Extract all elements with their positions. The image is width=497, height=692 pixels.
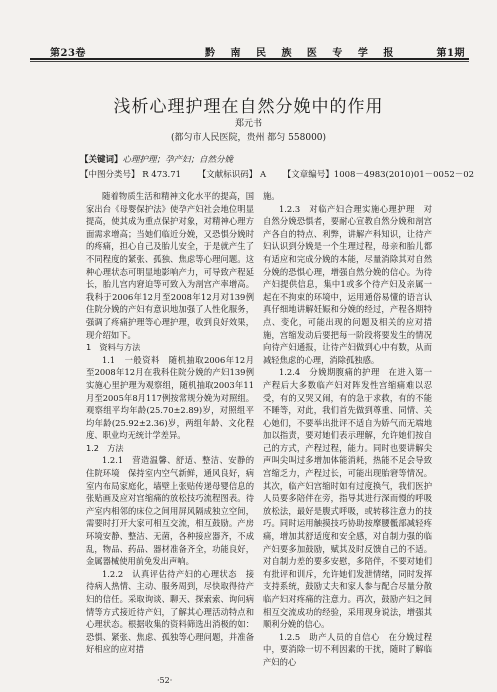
body-paragraph: 施。 (263, 191, 280, 201)
intro-paragraph: 随着物质生活和精神文化水平的提高，国家出台《母婴保护法》使孕产妇社会地位明显提高，使其成为重点保护对象，对精神心理方面需求增高；当她们临近分娩，又恐惧分娩时的疼痛，担心自己及胎儿安全，于是就产生了不同程度的紧张、孤独、焦虑等心理问题。这种心理状态可明显地影响产力，可导致产程延长，胎儿宫内窘迫等可致入为剖宫产率增高。我科于2006年12月至2008年12月对139例住院分娩的产妇有意识地加强了人性化服务，强调了疼痛护理等心理护理，收到良好效果，现介绍如下。 (86, 191, 254, 340)
article-title: 浅析心理护理在自然分娩中的作用 (113, 97, 384, 117)
right-column (263, 190, 432, 669)
journal-name: 黔 南 民 族 医 专 学 报 (205, 48, 400, 59)
keywords-label: 【关键词】 (80, 155, 123, 165)
article-number: 【文章编号】1008－4983(2010)01－0052－02 (282, 170, 475, 180)
header-rule-thin (30, 61, 469, 62)
body-paragraph: 1.1 一般资料 随机抽取2006年12月至2008年12月在我科住院分娩的产妇139例实施心里护理为观察组，随机抽取2003年11月至2005年8月117例按常规分娩为对照组。观察组平均年龄(25.70±2.89)岁，对照组平均年龄(25.92±2.36)岁，两组年龄、文化程度、职业均无统计学差异。 (86, 354, 254, 441)
volume-label: 第23卷 (50, 48, 86, 59)
issue-label: 第1期 (436, 48, 465, 59)
body-paragraph: 1.2.1 营造温馨、舒适、整洁、安静的住院环境 保持室内空气新鲜，通风良好，病室内布局家庭化，墙壁上张贴传递母婴信息的张贴画及应对宫缩痛的放松技巧流程图表。待产室内相邻的床位之间用屏风隔成独立空间，需要时打开大家可相互交流，相互鼓励。产房环境安静、整洁、无菌，各种接应器齐，不成乱，物品、药品、器材准备齐全，功能良好，金属器械使用前免发出声响。 (86, 455, 254, 567)
body-paragraph: 1.2.2 认真评估待产妇的心理状态 接待病人热情、主动、服务周到，尽快取得待产妇的信任。采取询谈、聊天、探索索、询问病情等方式接近待产妇，了解其心理活动特点和心理状态。根据收集的资料筛选出消极的如：恐惧、紧张、焦虑、孤独等心理问题，并准备好相应的应对措 (86, 568, 254, 655)
page-number: ·52· (157, 676, 173, 685)
left-column (86, 190, 254, 656)
author-affiliation: (都匀市人民医院，贵州 都匀 558000) (170, 133, 327, 143)
running-header (30, 42, 469, 58)
section-heading: 1 资料与方法 (86, 342, 141, 353)
header-rule-thick (30, 58, 469, 60)
body-paragraph: 1.2.3 对临产妇合理实施心理护理 对自然分娩恐惧者，要耐心宣教自然分娩和剖宫产各自的特点、利弊，讲解产科知识，让待产妇认识到分娩是一个生理过程，母亲和胎儿都有适应和完成分娩的本能，尽量消除其对自然分娩的恐惧心理，增强自然分娩的信心。为待产妇提供信息，集中1或多个待产妇及亲属一起在不拘束的环境中，运用通俗易懂的语言认真仔细地讲解妊娠和分娩的经过，产程各期特点、变化，可能出现的问题及相关的应对措施，宫缩发动后要把每一阶段将要发生的情况向待产妇通报，让待产妇做到心中有数，从而减轻焦虑的心理，消除孤独感。 (263, 203, 432, 365)
document-code: 【文献标识码】 A (197, 170, 267, 180)
body-paragraph: 1.2.4 分娩期腹痛的护理 在进入第一产程后大多数临产妇对阵发性宫缩痛难以忍受，有的又哭又闹，有的急于求救，有的不能不睡等，对此，我们首先做到尊重、同情、关心她们，不要举出批评不适自为娇气而无端地加以指责，要对她们表示理解，允许她们按自己的方式，产程过程，能力。同时也要讲解尖声叫尖叫过多增加体能消耗，热能不足会导致宫缩乏力，产程过长，可能出现胎窘等情况。其次，临产妇宫缩时如有过度换气，我们医护人员要多陪伴在旁，指导其进行深而慢的呼吸放松法，最好是腹式呼吸，或转移注意力的技巧。同时运用触摸技巧协助按摩腰骶部减轻疼痛，增加其舒适度和安全感，对自制力强的临产妇要多加鼓励，赋其及时反馈自己的不适。对自制力差的要多安慰，多陪伴，不要对她们有批评和训斥，允许她们发泄情绪，同时发挥支持系统，鼓励丈夫和家人参与配合尽量分散临产妇对疼痛的注意力。再次，鼓励产妇之间相互交流成功的经验，采用现身说法，增强其顺利分娩的信心。 (263, 367, 432, 630)
author-name: 郑元书 (234, 119, 262, 129)
classification-line (80, 168, 488, 180)
keywords-text: 心理护理；孕产妇；自然分娩 (122, 155, 234, 165)
clc-number: 【中图分类号】 R 473.71 (80, 170, 182, 180)
subsection-heading: 1.2 方法 (86, 442, 124, 453)
body-paragraph: 1.2.5 助产人员的自信心 在分娩过程中，要消除一切不利因素的干扰，随时了解临产妇的心 (263, 631, 432, 667)
keywords-line (80, 153, 233, 165)
